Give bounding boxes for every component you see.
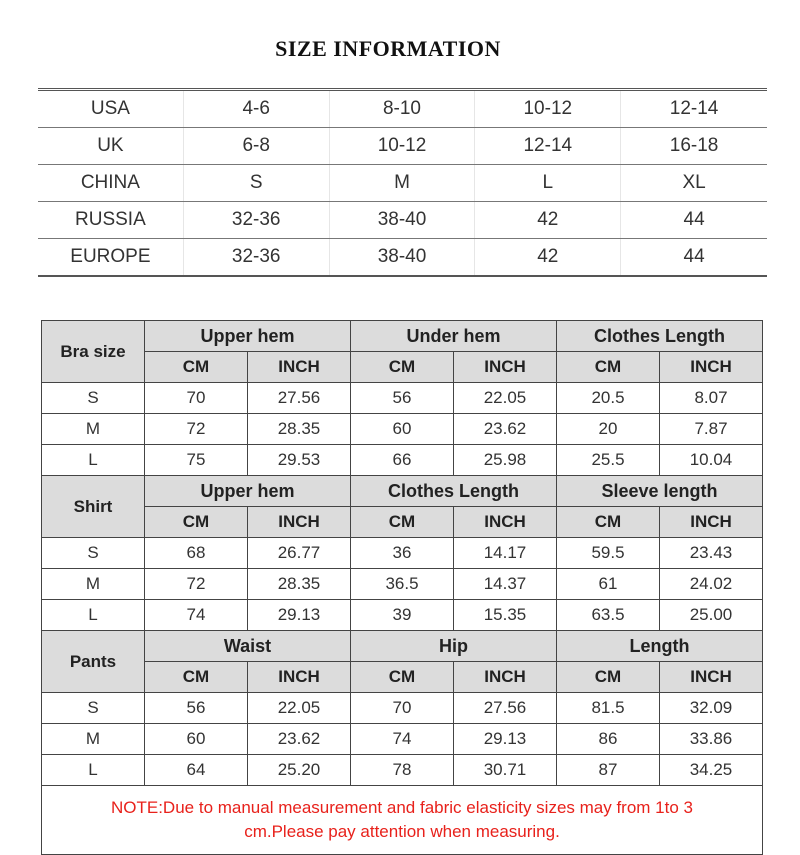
cell: 25.00: [660, 600, 763, 631]
cell: 36: [351, 538, 454, 569]
region-label: CHINA: [38, 165, 184, 201]
cell: 30.71: [454, 755, 557, 786]
shirt-header-row: [42, 476, 763, 507]
bra-header-row: [42, 321, 763, 352]
cell: 74: [145, 600, 248, 631]
cell: 72: [145, 569, 248, 600]
column-group-header: Waist: [145, 631, 351, 662]
table-row: [42, 693, 763, 724]
size-label: S: [42, 538, 145, 569]
cell: 20.5: [557, 383, 660, 414]
cell: 60: [145, 724, 248, 755]
measurement-note: NOTE:Due to manual measurement and fabric elasticity sizes may from 1to 3 cm.Please pay attention when measuring.: [42, 786, 763, 855]
unit-row: [42, 352, 763, 383]
size-label: L: [42, 600, 145, 631]
cell: 86: [557, 724, 660, 755]
cell: 28.35: [248, 569, 351, 600]
unit-cm: CM: [557, 352, 660, 383]
cell: 27.56: [248, 383, 351, 414]
cell: 23.62: [248, 724, 351, 755]
cell: 63.5: [557, 600, 660, 631]
region-label: EUROPE: [38, 239, 184, 275]
unit-cm: CM: [145, 352, 248, 383]
cell: 10.04: [660, 445, 763, 476]
size-cell: 10-12: [475, 91, 621, 127]
column-group-header: Hip: [351, 631, 557, 662]
unit-row: [42, 662, 763, 693]
unit-inch: INCH: [248, 507, 351, 538]
size-cell: 44: [683, 209, 705, 230]
size-label: L: [42, 445, 145, 476]
column-group-header: Clothes Length: [351, 476, 557, 507]
cell: 32.09: [660, 693, 763, 724]
unit-row: [42, 507, 763, 538]
column-group-header: Clothes Length: [557, 321, 763, 352]
size-cell: 38-40: [330, 239, 476, 275]
size-cell: 32-36: [184, 202, 330, 238]
table-row: [42, 569, 763, 600]
region-label: RUSSIA: [38, 202, 184, 238]
cell: 14.17: [454, 538, 557, 569]
cell: 64: [145, 755, 248, 786]
region-label: UK: [38, 128, 184, 164]
size-label: S: [42, 693, 145, 724]
unit-cm: CM: [145, 662, 248, 693]
region-label: USA: [38, 91, 184, 127]
cell: 29.13: [454, 724, 557, 755]
cell: 29.53: [248, 445, 351, 476]
cell: 29.13: [248, 600, 351, 631]
unit-inch: INCH: [248, 662, 351, 693]
size-cell: M: [330, 165, 476, 201]
size-label: M: [42, 569, 145, 600]
column-group-header: Upper hem: [145, 321, 351, 352]
cell: 70: [351, 693, 454, 724]
shirt-label: Shirt: [42, 476, 145, 538]
size-label: L: [42, 755, 145, 786]
cell: 87: [557, 755, 660, 786]
size-label: S: [42, 383, 145, 414]
cell: 25.20: [248, 755, 351, 786]
unit-inch: INCH: [660, 507, 763, 538]
size-cell: L: [475, 165, 621, 201]
conversion-row-europe: [38, 239, 767, 277]
size-cell: 16-18: [669, 135, 719, 156]
cell: 25.98: [454, 445, 557, 476]
size-cell: S: [184, 165, 330, 201]
size-cell: 4-6: [184, 91, 330, 127]
cell: 60: [351, 414, 454, 445]
size-cell: 12-14: [669, 98, 719, 119]
unit-inch: INCH: [660, 352, 763, 383]
cell: 36.5: [351, 569, 454, 600]
cell: 75: [145, 445, 248, 476]
unit-inch: INCH: [454, 352, 557, 383]
cell: 72: [145, 414, 248, 445]
cell: 78: [351, 755, 454, 786]
cell: 20: [557, 414, 660, 445]
conversion-row-china: [38, 165, 767, 202]
table-row: [42, 383, 763, 414]
size-cell: 38-40: [330, 202, 476, 238]
cell: 14.37: [454, 569, 557, 600]
cell: 61: [557, 569, 660, 600]
conversion-row-russia: [38, 202, 767, 239]
size-cell: 42: [475, 239, 621, 275]
table-row: [42, 445, 763, 476]
column-group-header: Length: [557, 631, 763, 662]
page-title: SIZE INFORMATION: [275, 36, 501, 61]
column-group-header: Sleeve length: [557, 476, 763, 507]
cell: 26.77: [248, 538, 351, 569]
unit-cm: CM: [351, 507, 454, 538]
unit-inch: INCH: [248, 352, 351, 383]
cell: 56: [145, 693, 248, 724]
size-cell: 12-14: [475, 128, 621, 164]
unit-cm: CM: [145, 507, 248, 538]
size-cell: 6-8: [184, 128, 330, 164]
size-cell: 32-36: [184, 239, 330, 275]
cell: 23.62: [454, 414, 557, 445]
table-row: [42, 538, 763, 569]
size-label: M: [42, 414, 145, 445]
cell: 7.87: [660, 414, 763, 445]
measurement-table: [41, 320, 763, 855]
cell: 59.5: [557, 538, 660, 569]
unit-cm: CM: [351, 352, 454, 383]
cell: 56: [351, 383, 454, 414]
cell: 23.43: [660, 538, 763, 569]
unit-inch: INCH: [454, 507, 557, 538]
cell: 15.35: [454, 600, 557, 631]
cell: 22.05: [454, 383, 557, 414]
cell: 8.07: [660, 383, 763, 414]
table-row: [42, 755, 763, 786]
size-cell: XL: [682, 172, 706, 193]
pants-header-row: [42, 631, 763, 662]
unit-inch: INCH: [454, 662, 557, 693]
cell: 27.56: [454, 693, 557, 724]
cell: 81.5: [557, 693, 660, 724]
size-cell: 8-10: [330, 91, 476, 127]
size-conversion-table: [38, 88, 767, 277]
column-group-header: Under hem: [351, 321, 557, 352]
cell: 70: [145, 383, 248, 414]
size-cell: 10-12: [330, 128, 476, 164]
conversion-row-uk: [38, 128, 767, 165]
pants-label: Pants: [42, 631, 145, 693]
cell: 25.5: [557, 445, 660, 476]
table-row: [42, 600, 763, 631]
bra-size-label: Bra size: [42, 321, 145, 383]
cell: 34.25: [660, 755, 763, 786]
conversion-row-usa: [38, 91, 767, 128]
cell: 33.86: [660, 724, 763, 755]
size-cell: 42: [475, 202, 621, 238]
column-group-header: Upper hem: [145, 476, 351, 507]
table-row: [42, 724, 763, 755]
table-row: [42, 414, 763, 445]
size-cell: 44: [683, 246, 705, 267]
unit-inch: INCH: [660, 662, 763, 693]
unit-cm: CM: [351, 662, 454, 693]
unit-cm: CM: [557, 507, 660, 538]
size-label: M: [42, 724, 145, 755]
cell: 28.35: [248, 414, 351, 445]
cell: 74: [351, 724, 454, 755]
cell: 22.05: [248, 693, 351, 724]
unit-cm: CM: [557, 662, 660, 693]
cell: 68: [145, 538, 248, 569]
note-row: [42, 786, 763, 855]
cell: 24.02: [660, 569, 763, 600]
cell: 66: [351, 445, 454, 476]
cell: 39: [351, 600, 454, 631]
